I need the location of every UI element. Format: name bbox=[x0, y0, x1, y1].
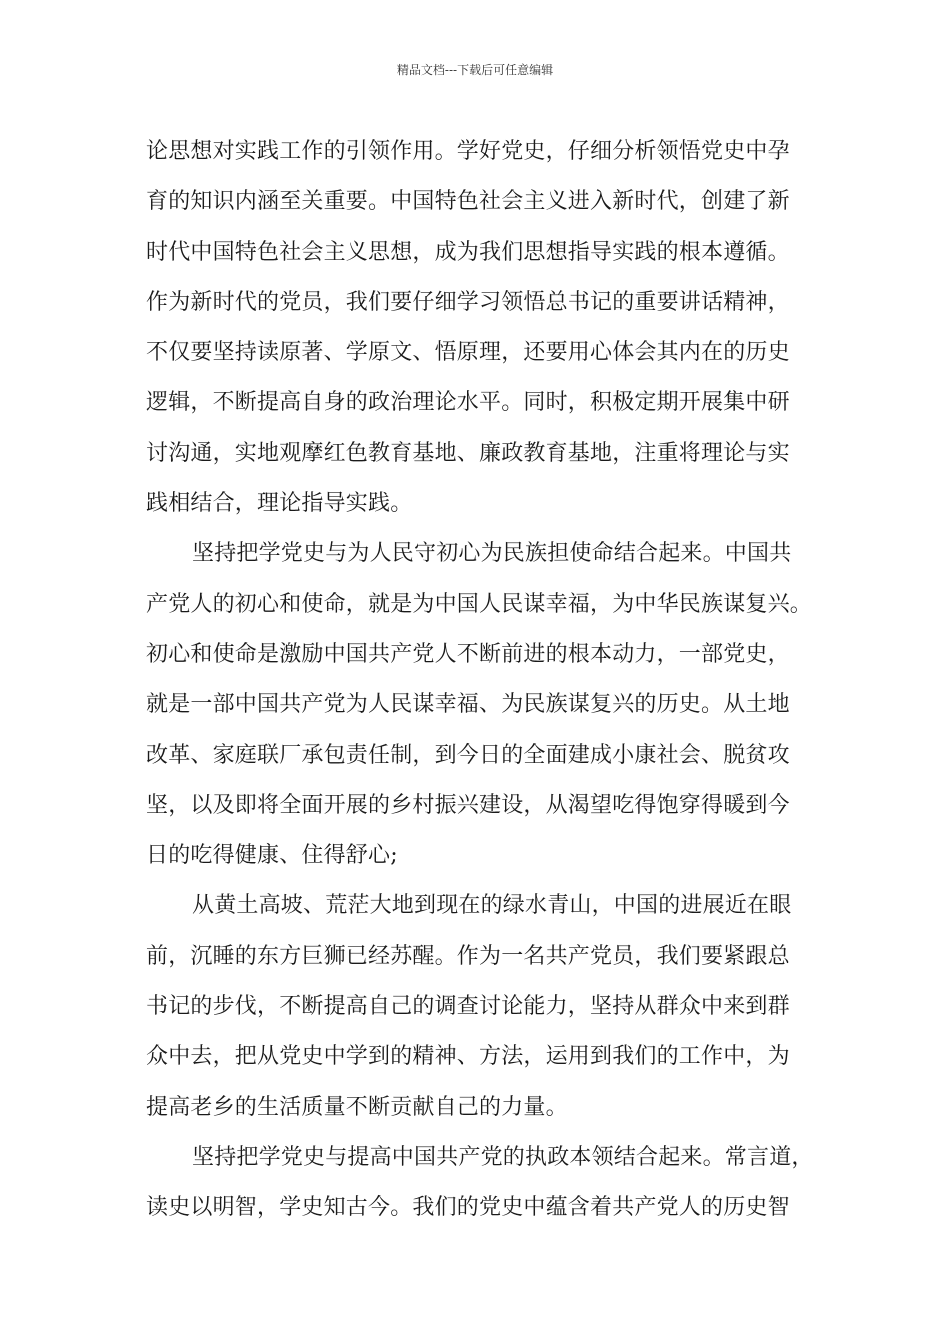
text-line: 论思想对实践工作的引领作用。学好党史，仔细分析领悟党史中孕 bbox=[146, 139, 790, 164]
document-body bbox=[146, 134, 826, 1241]
text-line: 就是一部中国共产党为人民谋幸福、为民族谋复兴的历史。从土地 bbox=[146, 692, 790, 718]
text-line: 逻辑，不断提高自身的政治理论水平。同时，积极定期开展集中研 bbox=[146, 390, 790, 416]
text-line: 书记的步伐，不断提高自己的调查讨论能力，坚持从群众中来到群 bbox=[146, 994, 790, 1020]
paragraph-first-line: 从黄土高坡、荒茫大地到现在的绿水青山，中国的进展近在眼 bbox=[192, 893, 792, 919]
paragraph-first-line: 坚持把学党史与提高中国共产党的执政本领结合起来。常言道， bbox=[192, 1144, 814, 1170]
text-line: 时代中国特色社会主义思想，成为我们思想指导实践的根本遵循。 bbox=[146, 239, 790, 265]
text-line: 读史以明智，学史知古今。我们的党史中蕴含着共产党人的历史智 bbox=[146, 1195, 790, 1221]
text-line: 作为新时代的党员，我们要仔细学习领悟总书记的重要讲话精神， bbox=[146, 289, 790, 315]
text-line: 提高老乡的生活质量不断贡献自己的力量。 bbox=[146, 1094, 568, 1120]
text-line: 改革、家庭联厂承包责任制，到今日的全面建成小康社会、脱贫攻 bbox=[146, 742, 790, 768]
page-header: 精品文档---下载后可任意编辑 bbox=[396, 63, 554, 77]
text-line: 践相结合，理论指导实践。 bbox=[146, 491, 413, 517]
text-line: 不仅要坚持读原著、学原文、悟原理，还要用心体会其内在的历史 bbox=[146, 340, 790, 366]
text-line: 坚，以及即将全面开展的乡村振兴建设，从渴望吃得饱穿得暖到今 bbox=[146, 792, 790, 818]
text-line: 讨沟通，实地观摩红色教育基地、廉政教育基地，注重将理论与实 bbox=[146, 440, 790, 466]
text-line: 产党人的初心和使命，就是为中国人民谋幸福，为中华民族谋复兴。 bbox=[146, 591, 813, 617]
text-line: 众中去，把从党史中学到的精神、方法，运用到我们的工作中，为 bbox=[146, 1044, 790, 1070]
text-line: 初心和使命是激励中国共产党人不断前进的根本动力，一部党史， bbox=[146, 641, 790, 667]
paragraph-first-line: 坚持把学党史与为人民守初心为民族担使命结合起来。中国共 bbox=[192, 541, 792, 567]
text-line: 前，沉睡的东方巨狮已经苏醒。作为一名共产党员，我们要紧跟总 bbox=[146, 943, 790, 969]
text-line: 日的吃得健康、住得舒心; bbox=[146, 843, 398, 869]
text-line: 育的知识内涵至关重要。中国特色社会主义进入新时代，创建了新 bbox=[146, 189, 790, 215]
